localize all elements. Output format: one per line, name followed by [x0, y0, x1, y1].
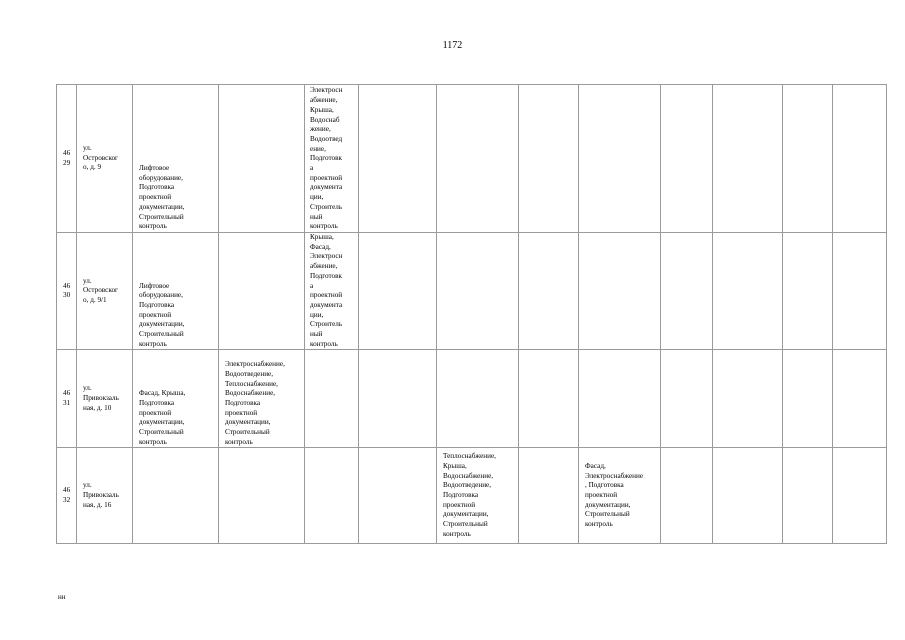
cell-line: проектной — [139, 310, 172, 319]
cell-line: Строительный — [139, 212, 184, 221]
cell-line: контроль — [139, 437, 167, 446]
cell-line: 46 — [63, 389, 71, 398]
cell-line: документации, — [139, 418, 185, 427]
table-row — [57, 448, 887, 544]
cell-empty — [661, 448, 713, 544]
cell-empty — [359, 233, 437, 350]
cell-address — [77, 85, 133, 233]
cell-line: Подготовка — [139, 183, 175, 192]
cell-empty — [519, 448, 579, 544]
cell-line: Привокзаль — [83, 491, 119, 500]
cell-c4 — [305, 233, 359, 350]
cell-address — [77, 448, 133, 544]
cell-line: 46 — [63, 281, 71, 290]
cell-line: Строительный — [139, 428, 184, 437]
cell-line: Фасад, Крыша, — [139, 389, 186, 398]
cell-line: контроль — [585, 520, 613, 529]
cell-line: Строительный — [443, 520, 488, 529]
cell-line: ул. — [83, 481, 92, 490]
cell-empty — [713, 233, 783, 350]
table-row — [57, 350, 887, 448]
cell-line: документа — [310, 300, 343, 309]
cell-line: контроль — [443, 529, 471, 538]
cell-line: Подготовка — [225, 398, 261, 407]
cell-address — [77, 233, 133, 350]
cell-line: Подготовка — [139, 300, 175, 309]
cell-empty — [783, 85, 833, 233]
cell-line: абжение, — [310, 262, 338, 271]
cell-empty — [713, 85, 783, 233]
cell-line: Строительный — [585, 510, 630, 519]
cell-line: ный — [310, 330, 323, 339]
cell-line: Подготовк — [310, 154, 343, 163]
cell-empty — [833, 85, 887, 233]
cell-line: Водоотведение, — [225, 369, 274, 378]
cell-c3 — [219, 448, 305, 544]
cell-empty — [661, 85, 713, 233]
cell-line: Подготовка — [139, 398, 175, 407]
cell-line: контроль — [310, 222, 338, 231]
footer-mark: нн — [58, 593, 66, 601]
cell-line: проектной — [585, 491, 618, 500]
cell-line: Привокзаль — [83, 394, 119, 403]
cell-empty — [359, 350, 437, 448]
cell-line: Фасад, — [585, 461, 606, 470]
cell-c2 — [133, 233, 219, 350]
cell-c6 — [437, 448, 519, 544]
cell-address — [77, 350, 133, 448]
cell-c6 — [437, 85, 519, 233]
cell-line: ный — [310, 212, 323, 221]
cell-empty — [783, 350, 833, 448]
cell-line: жение, — [310, 125, 331, 134]
cell-line: 46 — [63, 148, 71, 157]
cell-empty — [519, 85, 579, 233]
cell-line: Лифтовое — [139, 164, 170, 173]
cell-line: 31 — [63, 398, 71, 407]
cell-line: документации, — [585, 500, 631, 509]
cell-line: Электросн — [310, 86, 343, 95]
cell-line: ная, д. 10 — [83, 403, 112, 412]
cell-c3 — [219, 350, 305, 448]
cell-line: контроль — [225, 437, 253, 446]
cell-line: проектной — [139, 193, 172, 202]
cell-line: проектной — [225, 408, 258, 417]
cell-c6 — [437, 233, 519, 350]
cell-line: контроль — [139, 222, 167, 231]
cell-line: Водоснабжение, — [443, 471, 494, 480]
cell-line: Подготовк — [310, 271, 343, 280]
page-number: 1172 — [442, 40, 463, 51]
cell-line: Крыша, — [310, 105, 334, 114]
cell-empty — [661, 233, 713, 350]
cell-line: Островског — [83, 153, 119, 162]
cell-line: Электроснабжение — [585, 471, 644, 480]
cell-empty — [833, 448, 887, 544]
cell-c8 — [579, 448, 661, 544]
cell-line: ул. — [83, 143, 92, 152]
cell-line: Строительный — [139, 330, 184, 339]
cell-empty — [833, 350, 887, 448]
cell-c3 — [219, 85, 305, 233]
cell-line: ции, — [310, 310, 324, 319]
cell-line: , Подготовка — [585, 481, 624, 490]
cell-line: ная, д. 16 — [83, 500, 112, 509]
cell-line: документации, — [443, 510, 489, 519]
cell-c4 — [305, 85, 359, 233]
cell-line: проектной — [310, 291, 343, 300]
cell-c4 — [305, 350, 359, 448]
cell-line: оборудование, — [139, 173, 183, 182]
cell-empty — [783, 233, 833, 350]
cell-line: ул. — [83, 276, 92, 285]
cell-line: Фасад, — [310, 242, 331, 251]
cell-line: а — [310, 164, 314, 173]
cell-line: Водоснабжение, — [225, 389, 276, 398]
cell-c2 — [133, 448, 219, 544]
cell-c8 — [579, 85, 661, 233]
cell-line: Крыша, — [310, 233, 334, 241]
cell-empty — [519, 350, 579, 448]
table-row — [57, 233, 887, 350]
cell-line: Теплоснабжение, — [443, 452, 496, 461]
cell-line: Островског — [83, 286, 119, 295]
cell-line: документации, — [139, 202, 185, 211]
cell-c2 — [133, 85, 219, 233]
cell-line: документа — [310, 183, 343, 192]
cell-num — [57, 85, 77, 233]
cell-empty — [783, 448, 833, 544]
cell-line: Строитель — [310, 320, 343, 329]
cell-empty — [359, 448, 437, 544]
cell-line: документации, — [225, 418, 271, 427]
cell-line: документации, — [139, 320, 185, 329]
cell-line: Водоснаб — [310, 115, 340, 124]
cell-empty — [519, 233, 579, 350]
cell-empty — [661, 350, 713, 448]
cell-line: Водоотведение, — [443, 481, 492, 490]
cell-empty — [713, 350, 783, 448]
cell-line: ции, — [310, 193, 324, 202]
cell-line: Строитель — [310, 202, 343, 211]
cell-line: проектной — [443, 500, 476, 509]
cell-line: Электросн — [310, 252, 343, 261]
cell-empty — [713, 448, 783, 544]
cell-c8 — [579, 233, 661, 350]
cell-line: Лифтовое — [139, 281, 170, 290]
cell-line: Подготовка — [443, 491, 479, 500]
cell-c3 — [219, 233, 305, 350]
cell-num — [57, 350, 77, 448]
cell-line: проектной — [310, 173, 343, 182]
table-row — [57, 85, 887, 233]
cell-line: 46 — [63, 486, 71, 495]
cell-line: 32 — [63, 495, 71, 504]
cell-line: о, д. 9/1 — [83, 296, 107, 305]
cell-line: Водоотвед — [310, 134, 343, 143]
cell-line: Строительный — [225, 428, 270, 437]
cell-c8 — [579, 350, 661, 448]
cell-num — [57, 448, 77, 544]
cell-c4 — [305, 448, 359, 544]
cell-num — [57, 233, 77, 350]
cell-line: Электроснабжение, — [225, 360, 285, 369]
cell-line: ул. — [83, 384, 92, 393]
cell-line: абжение, — [310, 96, 338, 105]
repair-schedule-table — [56, 84, 887, 544]
cell-line: 29 — [63, 158, 71, 167]
cell-line: контроль — [310, 339, 338, 348]
cell-line: оборудование, — [139, 291, 183, 300]
cell-c6 — [437, 350, 519, 448]
cell-line: Теплоснабжение, — [225, 379, 278, 388]
cell-line: ение, — [310, 144, 326, 153]
cell-line: контроль — [139, 339, 167, 348]
cell-line: проектной — [139, 408, 172, 417]
cell-empty — [359, 85, 437, 233]
cell-line: о, д. 9 — [83, 163, 102, 172]
cell-empty — [833, 233, 887, 350]
cell-line: Крыша, — [443, 461, 467, 470]
cell-line: а — [310, 281, 314, 290]
cell-line: 30 — [63, 291, 71, 300]
cell-c2 — [133, 350, 219, 448]
